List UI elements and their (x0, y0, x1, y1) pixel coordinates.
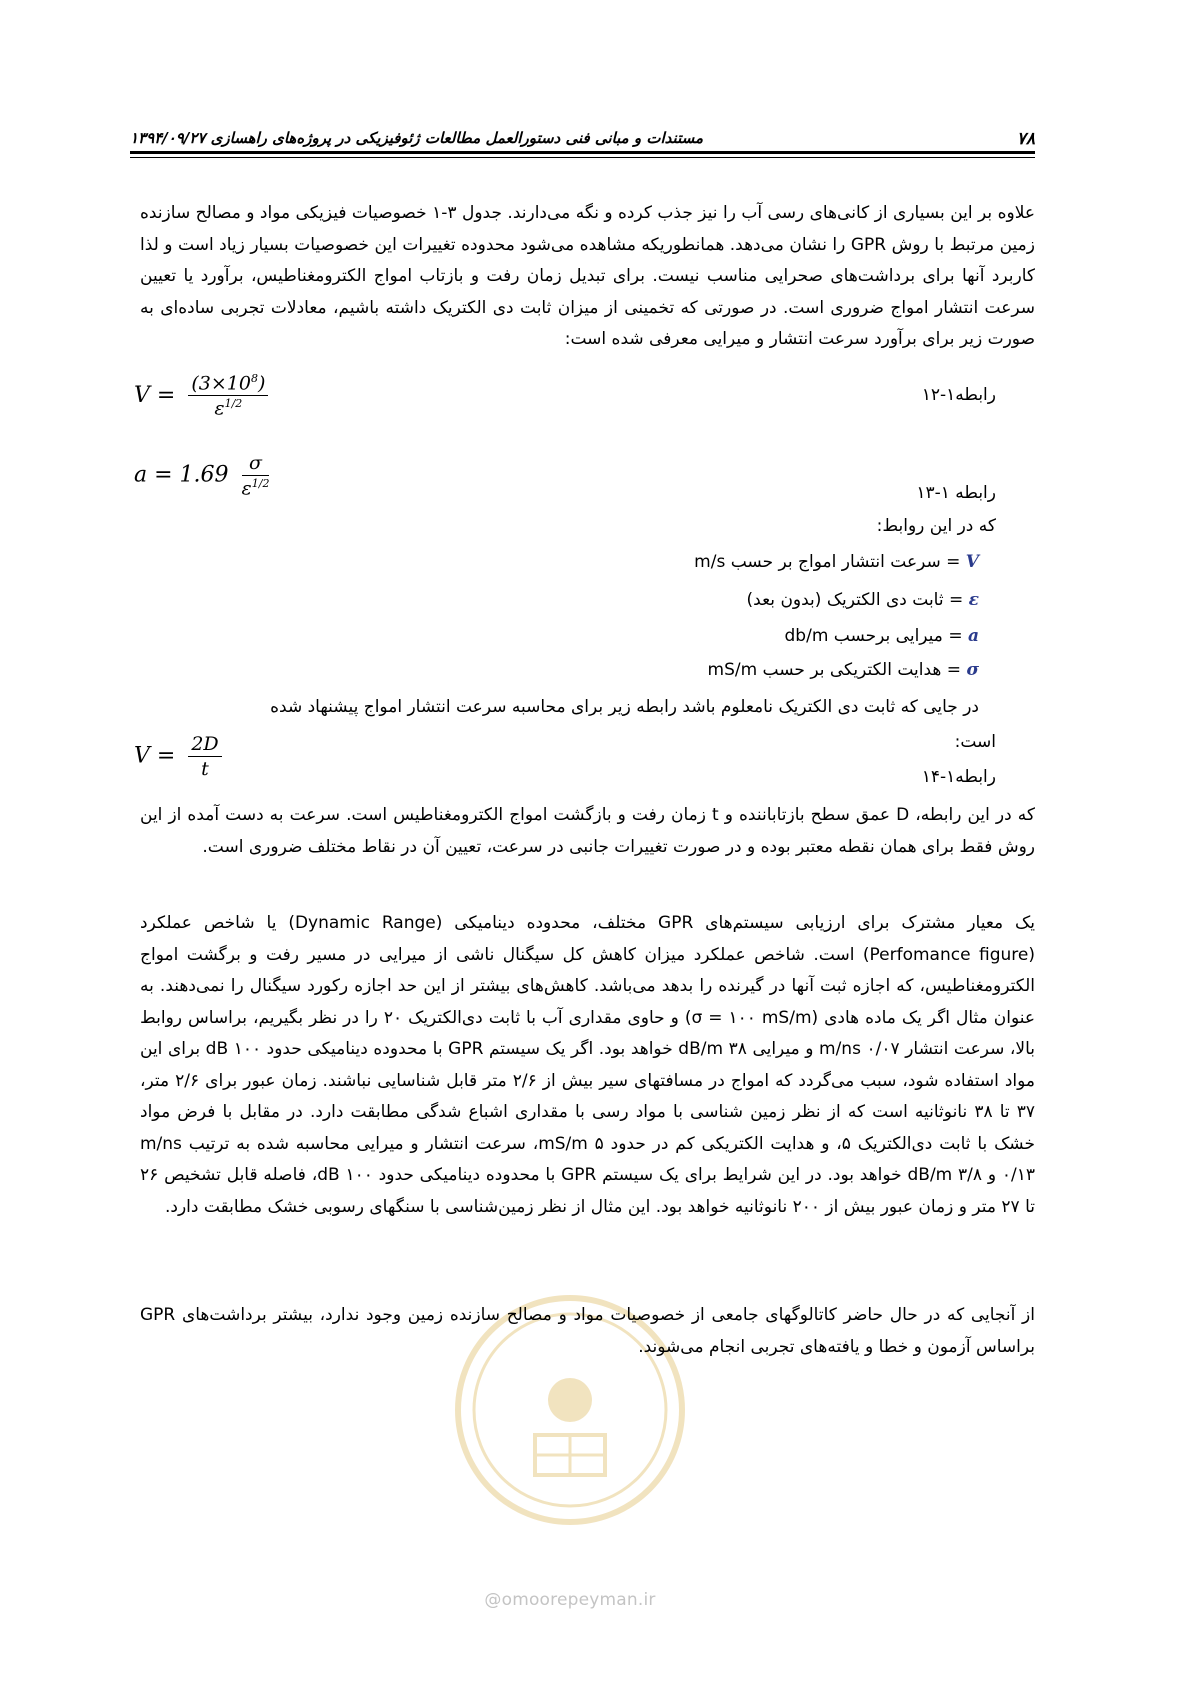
paragraph-unknown-dielectric-end: است: (954, 732, 996, 752)
equation-12-numerator: (3×10 (191, 372, 251, 395)
paragraph-intro: علاوه بر این بسیاری از کانی‌های رسی آب را نیز جذب کرده و نگه می‌دارند. جدول ۳-۱ خصوصیات فیزیکی مواد و مصالح سازنده زمین مرتبط با روش GPR را نشان می‌دهد. همانطوریکه مشاهده می‌شود محدوده تغییرات این خصوصیات بسیار زیاد است و لذا کاربرد آنها برای برداشت‌های صحرایی مناسب نیست. برای تبدیل زمان رفت و بازتاب امواج الکترومغناطیس، برآورد یا تعیین سرعت انتشار امواج ضروری است. در صورتی که تخمینی از میزان ثابت دی الکتریک داشته باشیم، معادلات تجربی ساده‌ای به صورت زیر برای برآورد سرعت انتشار و میرایی معرفی شده است: (140, 203, 1035, 349)
equation-12-lhs: V = (134, 382, 176, 408)
paragraph-dynamic-range: یک معیار مشترک برای ارزیابی سیستم‌های GPR مختلف، محدوده دینامیکی (Dynamic Range) یا شاخص عملکرد (Perfomance figure) است. شاخص عملکرد میزان کاهش کل سیگنال ناشی از میرایی در مسیر رفت و برگشت امواج الکترومغناطیس، که اجازه ثبت آنها در گیرنده را بدهد می‌باشد. کاهش‌های بیشتر از این حد اجازه رکورد سیگنال را نمی‌دهند. به عنوان مثال اگر یک ماده هادی (σ = ۱۰۰ mS/m) و حاوی مقداری آب با ثابت دی‌الکتریک ۲۰ را در نظر بگیریم، براساس روابط بالا، سرعت انتشار m/ns ۰/۰۷ و میرایی dB/m ۳۸ خواهد بود. اگر یک سیستم GPR با محدوده دینامیکی حدود dB ۱۰۰ برای این مواد استفاده شود، سبب می‌گردد که امواج در مسافتهای سیر بیش از ۲/۶ متر قابل شناسایی نباشند. زمان عبور برای ۲/۶ متر، ۳۷ تا ۳۸ نانوثانیه است که از نظر زمین شناسی با مواد رسی با مقداری اشباع شدگی مطابقت دارد. در مقابل با فرض مواد خشک با ثابت دی‌الکتریک ۵، و هدایت الکتریکی کم در حدود mS/m ۵، سرعت انتشار و میرایی محاسبه شده به ترتیب m/ns ۰/۱۳ و dB/m ۳/۸ خواهد بود. در این شرایط برای یک سیستم GPR با محدوده دینامیکی حدود dB ۱۰۰، فاصله قابل تشخیص ۲۶ تا ۲۷ متر و زمان عبور بیش از ۲۰۰ نانوثانیه خواهد بود. این مثال از نظر زمین‌شناسی با سنگهای رسوبی خشک مطابقت دارد. (140, 913, 1036, 1217)
equation-13-numerator: σ (248, 452, 262, 474)
equation-12-label: رابطه۱-۱۲ (921, 385, 996, 405)
page-header (130, 117, 1035, 151)
definition-sigma-text: هدایت الکتریکی بر حسب mS/m (707, 660, 942, 680)
definition-v-text: سرعت انتشار امواج بر حسب m/s (694, 552, 941, 572)
definition-sigma (708, 660, 979, 680)
equation-12-denominator-exponent: 1/2 (224, 397, 243, 411)
equation-12-denominator: ε (214, 397, 225, 420)
definition-epsilon-symbol: ε (968, 590, 979, 610)
where-intro: که در این روابط: (876, 516, 996, 536)
definition-epsilon-text: ثابت دی الکتریک (بدون بعد) (746, 590, 944, 610)
equation-14-lhs: V = (134, 743, 176, 769)
equation-14-label: رابطه۱-۱۴ (921, 767, 996, 787)
definition-epsilon (747, 590, 979, 610)
header-rule-thick (130, 151, 1035, 154)
equation-13-denominator-exponent: 1/2 (251, 477, 270, 490)
paragraph-velocity-note: که در این رابطه، D عمق سطح بازتاباننده و t زمان رفت و بازگشت امواج الکترومغناطیس است. سرعت به دست آمده از این روش فقط برای همان نقطه معتبر بوده و در صورت تغییرات جانبی در سرعت، تعیین آن در نقاط مختلف ضروری است. (140, 805, 1035, 857)
header-rule-thin (130, 157, 1035, 158)
equation-13 (134, 452, 269, 499)
equation-14-numerator: 2D (191, 733, 219, 755)
definition-a-text: میرایی برحسب db/m (784, 626, 943, 646)
definition-v (694, 552, 979, 572)
definition-sigma-eq: = (946, 660, 962, 680)
equation-13-label: رابطه ۱-۱۳ (916, 483, 996, 503)
page-number: ۷۸ (1016, 129, 1035, 149)
definition-epsilon-eq: = (949, 590, 964, 610)
definition-v-eq: = (946, 552, 961, 572)
equation-13-lhs: a = 1.69 (134, 462, 229, 488)
definition-a (785, 626, 979, 646)
equation-12-numerator-close: ) (257, 372, 266, 395)
equation-12-numerator-exponent: 8 (250, 372, 258, 385)
running-title: مستندات و مبانی فنی دستورالعمل مطالعات ژئوفیزیکی در پروژه‌های راهسازی ۱۳۹۴/۰۹/۲۷ (130, 129, 704, 147)
definition-sigma-symbol: σ (966, 660, 979, 680)
paragraph-unknown-dielectric: در جایی که ثابت دی الکتریک نامعلوم باشد رابطه زیر برای محاسبه سرعت انتشار امواج پیشنهاد شده (270, 697, 979, 717)
paragraph-conclusion: از آنجایی که در حال حاضر کاتالوگهای جامعی از خصوصیات مواد و مصالح سازنده زمین وجود ندارد، بیشتر برداشت‌های GPR براساس آزمون و خطا و یافته‌های تجربی انجام می‌شوند. (140, 1305, 1035, 1357)
definition-a-eq: = (948, 626, 963, 646)
website-watermark: @omoorepeyman.ir (484, 1590, 656, 1610)
equation-13-denominator: ε (241, 477, 252, 500)
equation-14 (134, 733, 222, 780)
definition-v-symbol: V (965, 552, 979, 572)
definition-a-symbol: a (967, 626, 979, 646)
equation-14-denominator: t (201, 758, 209, 780)
equation-12 (134, 372, 268, 420)
